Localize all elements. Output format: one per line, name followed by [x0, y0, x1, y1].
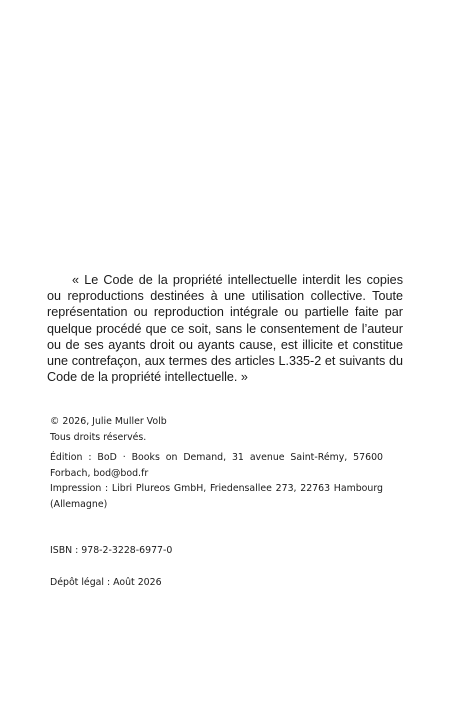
copyright-notice [50, 414, 383, 445]
publisher-info: Édition : BoD · Books on Demand, 31 avenue Saint-Rémy, 57600 Forbach, bod@bod.fr [50, 452, 383, 479]
isbn-number: ISBN : 978-2-3228-6977-0 [50, 545, 173, 556]
copyright-law-quote: « Le Code de la propriété intellectuelle interdit les copies ou reproductions destinées à une utilisation collective. Toute représentation ou reproduction intégrale ou partielle faite par quelque procédé que ce soit, sans le consentement de l’auteur ou de ses ayants droit ou ayants cause, est illicite et constitue une contrefaçon, aux termes des articles L.335-2 et suivants du Code de la propriété intellectuelle. » [47, 273, 403, 385]
printer-info: Impression : Libri Plureos GmbH, Friedensallee 273, 22763 Hambourg (Allemagne) [50, 483, 383, 510]
legal-deposit: Dépôt légal : Août 2026 [50, 577, 162, 588]
rights-reserved: Tous droits réservés. [50, 431, 147, 443]
copyright-holder: © 2026, Julie Muller Volb [50, 416, 167, 427]
